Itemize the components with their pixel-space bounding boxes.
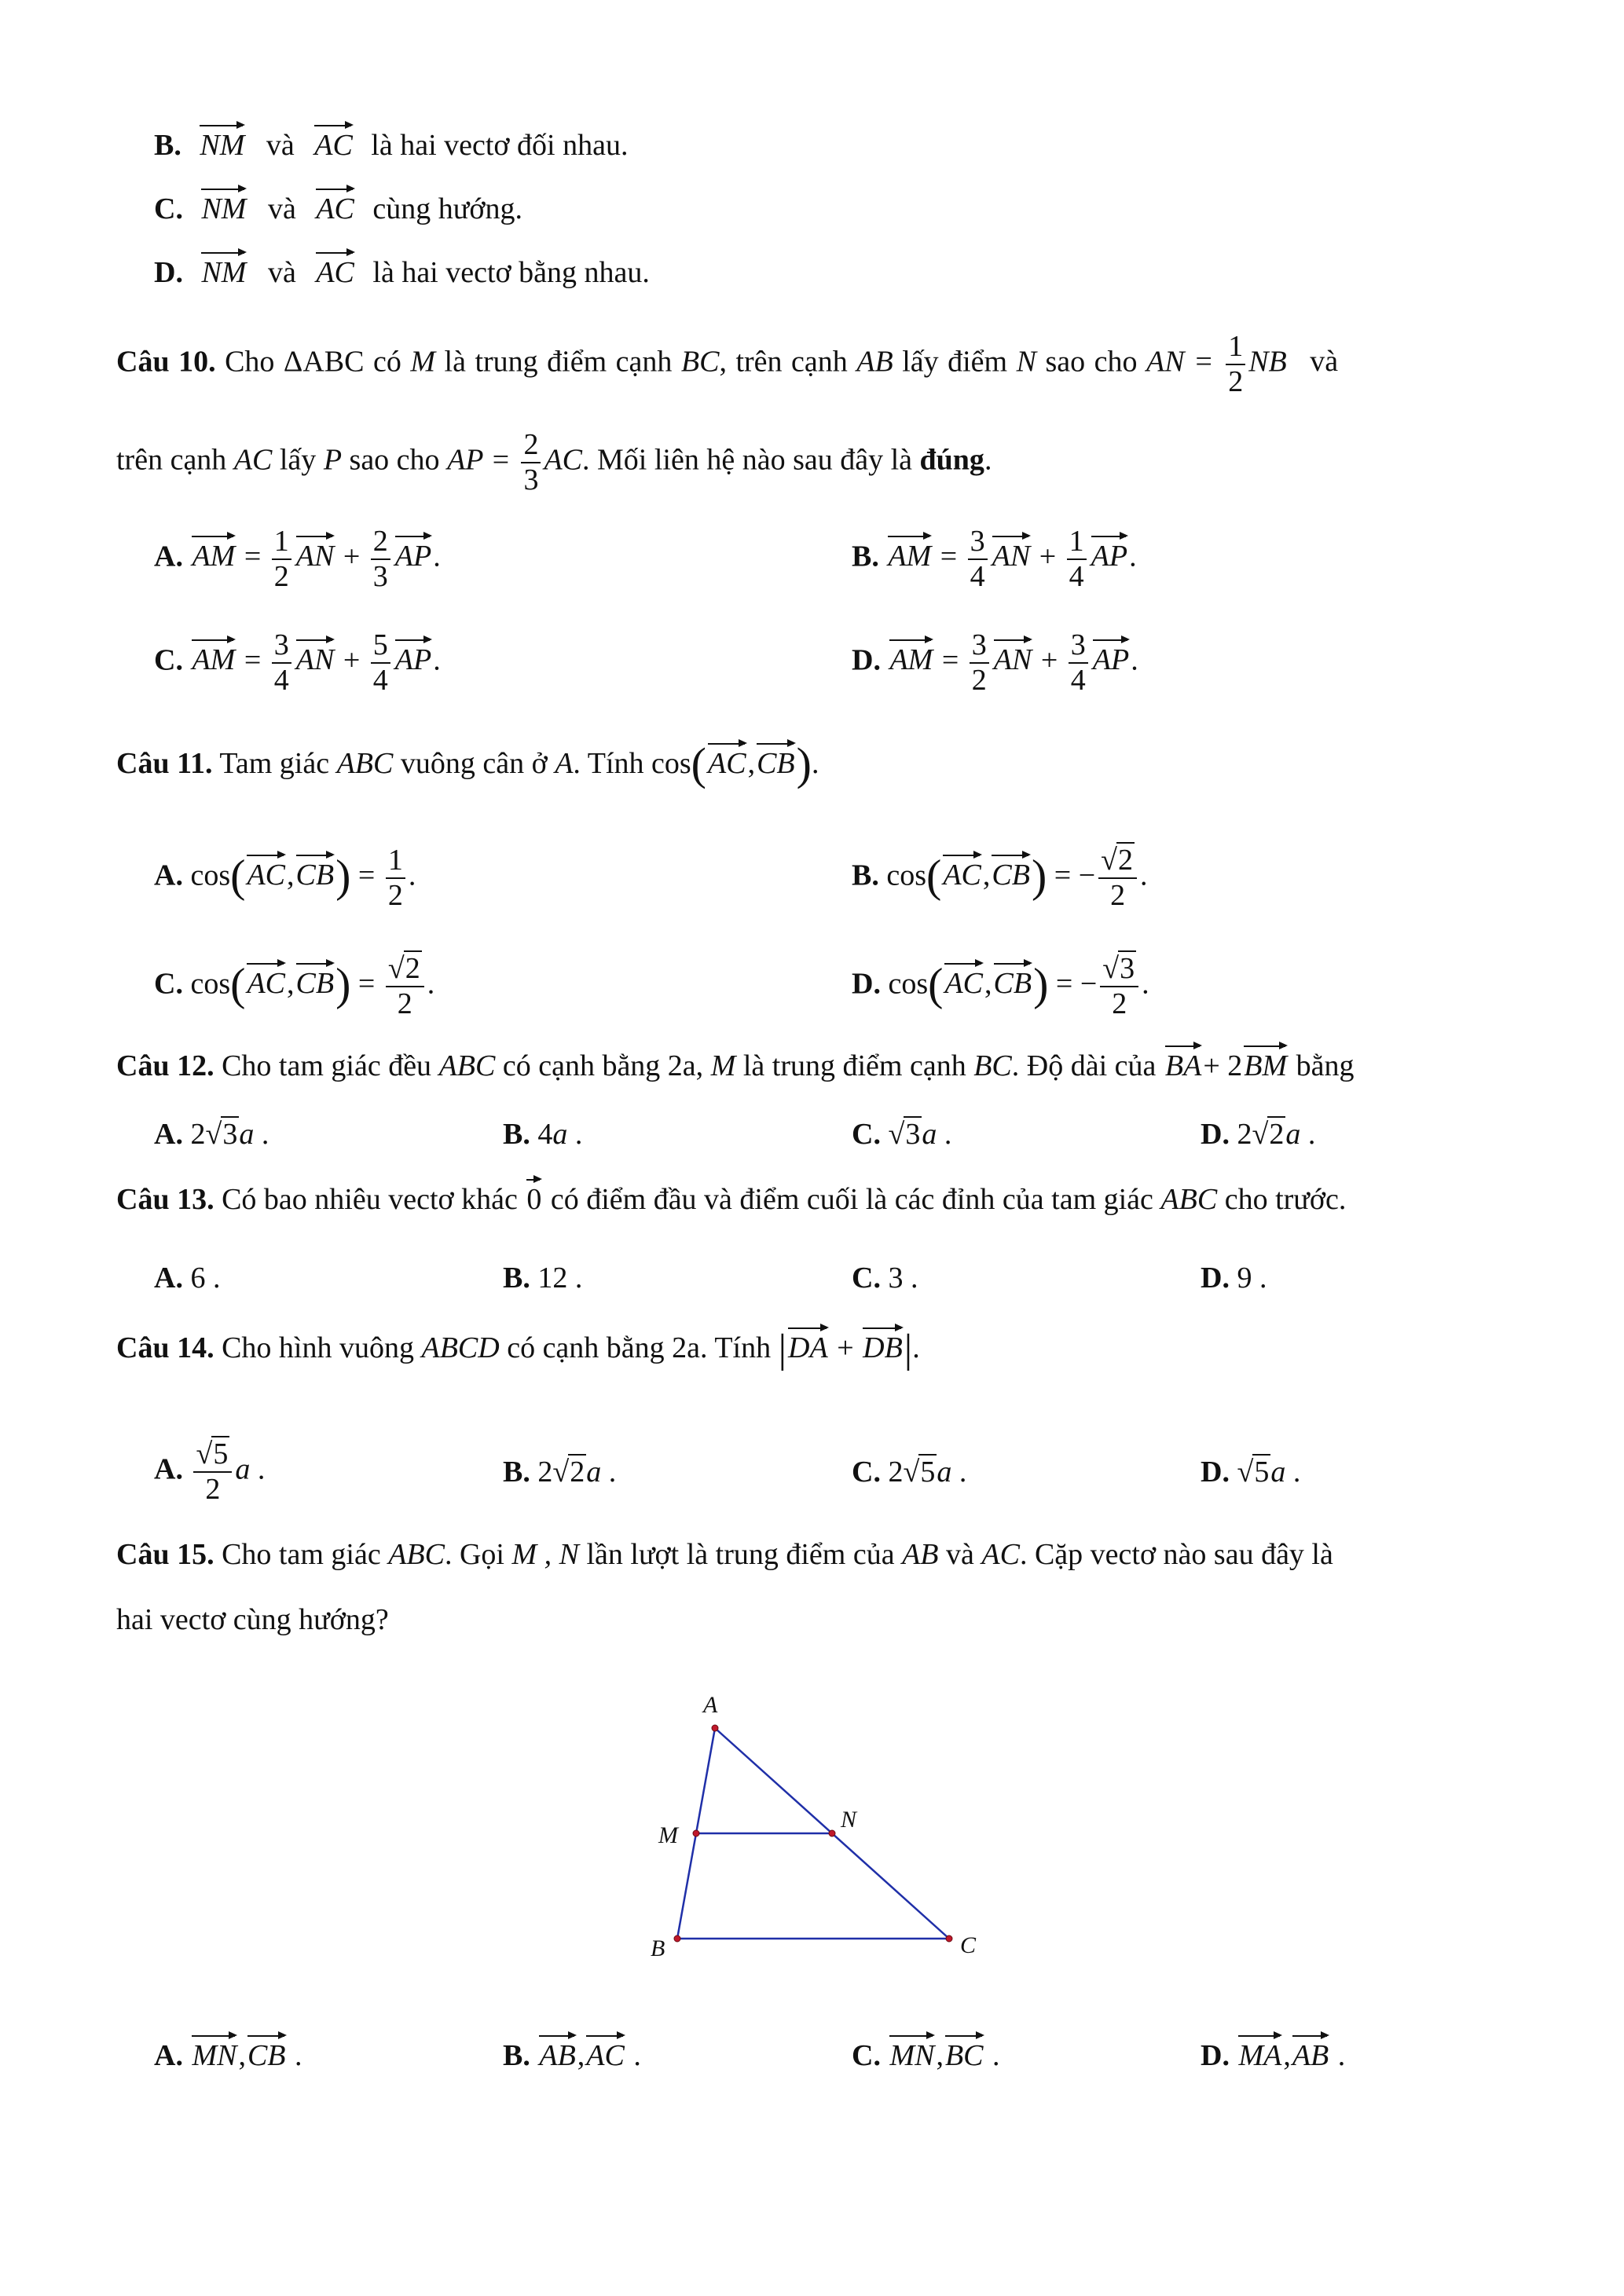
q14-option-c: C. 2√5a . — [852, 1456, 967, 1489]
fraction: $\frac{√3}{2}$ — [1100, 952, 1138, 1020]
q12-option-a: A. 2√3a . — [154, 1118, 269, 1151]
triangle-figure — [644, 1689, 990, 1987]
vector: MN — [889, 2039, 935, 2072]
question-number: Câu 11. — [116, 747, 213, 780]
conj: và — [266, 129, 295, 162]
question-number: Câu 12. — [116, 1049, 214, 1082]
vector: MN — [192, 2039, 237, 2072]
vector: AP — [1091, 540, 1128, 573]
math: ABC — [1160, 1183, 1218, 1216]
math: AB — [902, 1538, 939, 1571]
text: sao cho — [1045, 345, 1138, 379]
vector: AP — [394, 540, 432, 573]
q14-option-d: D. √5a . — [1201, 1456, 1301, 1489]
vector: DB — [863, 1331, 903, 1364]
vector: AC — [586, 2039, 625, 2072]
text: bằng — [1296, 1049, 1355, 1082]
fraction: $\frac{2}{3}$ — [521, 428, 541, 496]
fraction: $\frac{3}{2}$ — [970, 628, 989, 697]
vector-ac: AC — [314, 129, 353, 162]
math: A — [555, 747, 574, 780]
math: AP = — [447, 443, 511, 477]
fraction: $\frac{√2}{2}$ — [386, 952, 424, 1020]
option-label: D. — [1201, 2039, 1230, 2072]
text: có cạnh bằng 2a, — [502, 1049, 704, 1082]
q11-stem: Câu 11. Tam giác ABC vuông cân ở A. Tính cos(AC,CB). — [116, 738, 819, 789]
q15-option-b: B. AB,AC . — [503, 2039, 641, 2072]
option-label: D. — [852, 643, 881, 677]
vector: BM — [1244, 1049, 1288, 1082]
text: và — [1310, 345, 1339, 379]
text: . Cặp vectơ nào sau đây là — [1019, 1538, 1333, 1571]
figure-segments — [677, 1728, 949, 1939]
text: . — [984, 443, 992, 477]
q15-option-c: C. MN,BC . — [852, 2039, 1000, 2072]
q11-option-a: A. cos(AC,CB) = $\frac{1}{2}$ . — [154, 844, 416, 912]
fraction: $\frac{3}{4}$ — [968, 525, 988, 593]
text: trên cạnh — [116, 443, 227, 477]
q9-option-c — [154, 194, 522, 224]
conj: và — [267, 192, 296, 225]
option-label: C. — [852, 1118, 881, 1151]
text: có cạnh bằng 2a. Tính — [507, 1331, 772, 1364]
q13-stem — [116, 1185, 1346, 1214]
text: Cho hình vuông — [222, 1331, 414, 1364]
math: AC — [544, 443, 583, 477]
q10-option-b: B. AM = $\frac{3}{4}$ AN + $\frac{1}{4}$ AP. — [852, 525, 1137, 593]
label-c: C — [960, 1932, 977, 1958]
math: + 2 — [1203, 1049, 1243, 1082]
point-b — [674, 1935, 680, 1942]
math: P — [323, 443, 343, 477]
q13-option-c: C. 3 . — [852, 1262, 918, 1294]
q14-option-a: A. $\frac{√5}{2}$ a . — [154, 1437, 266, 1506]
option-label: B. — [852, 540, 879, 573]
question-number: Câu 13. — [116, 1183, 214, 1216]
vector: AM — [192, 643, 236, 677]
text: . Mối liên hệ nào sau đây là — [582, 443, 913, 477]
vector: AN — [295, 643, 335, 677]
point-n — [829, 1830, 835, 1836]
text: đúng — [919, 443, 984, 477]
text: có điểm đầu và điểm cuối là các đỉnh của tam giác — [550, 1183, 1153, 1216]
math: AN = — [1146, 345, 1214, 379]
option-label: C. — [852, 1456, 881, 1489]
math: ABCD — [421, 1331, 500, 1364]
text: Cho tam giác — [222, 1538, 381, 1571]
text: cho trước. — [1224, 1183, 1347, 1216]
vector: CB — [757, 747, 795, 780]
option-label: D. — [1201, 1456, 1230, 1489]
option-label: B. — [154, 129, 181, 162]
math: AC — [233, 443, 273, 477]
text: Có bao nhiêu vectơ khác — [222, 1183, 518, 1216]
option-label: D. — [1201, 1118, 1230, 1151]
option-label: B. — [852, 859, 879, 892]
zero-vector: 0 — [526, 1183, 542, 1216]
vector-nm: NM — [201, 256, 247, 289]
math: M — [410, 345, 436, 379]
label-a: A — [703, 1692, 718, 1718]
vector-nm: NM — [200, 129, 245, 162]
math: AC — [981, 1538, 1020, 1571]
option-label: A. — [154, 1262, 183, 1294]
text: . Độ dài của — [1011, 1049, 1157, 1082]
label-b: B — [651, 1935, 665, 1961]
text: là trung điểm cạnh — [444, 345, 673, 379]
vector: AP — [394, 643, 432, 677]
vector: BA — [1164, 1049, 1202, 1082]
vector: DA — [788, 1331, 828, 1364]
text: , trên cạnh — [719, 345, 848, 379]
text: lấy — [279, 443, 317, 477]
q9-option-b — [154, 130, 628, 160]
option-label: B. — [503, 1118, 530, 1151]
q11-option-c: C. cos(AC,CB) = $\frac{√2}{2}$ . — [154, 952, 435, 1020]
option-label: B. — [503, 1262, 530, 1294]
q15-option-a: A. MN,CB . — [154, 2039, 302, 2072]
text: . Tính cos — [573, 747, 691, 780]
text: lần lượt là trung điểm của — [586, 1538, 895, 1571]
vector: AC — [708, 747, 746, 780]
option-label: A. — [154, 1452, 183, 1486]
option-label: C. — [154, 643, 183, 677]
q11-option-d: D. cos(AC,CB) = − $\frac{√3}{2}$ . — [852, 952, 1149, 1020]
text: vuông cân ở — [400, 747, 548, 780]
q10-option-d: D. AM = $\frac{3}{2}$ AN + $\frac{3}{4}$ AP. — [852, 628, 1138, 697]
math: N — [1016, 345, 1036, 379]
option-label: A. — [154, 2039, 183, 2072]
option-label: A. — [154, 540, 183, 573]
math: AB — [856, 345, 893, 379]
label-n: N — [841, 1807, 857, 1833]
q14-option-b: B. 2√2a . — [503, 1456, 617, 1489]
math: M — [710, 1049, 736, 1082]
option-label: D. — [154, 256, 183, 289]
sign: − — [1078, 859, 1096, 892]
question-number: Câu 10. — [116, 345, 216, 379]
option-text: cùng hướng. — [372, 192, 522, 225]
q10-option-c: C. AM = $\frac{3}{4}$ AN + $\frac{5}{4}$ AP. — [154, 628, 441, 697]
label-m: M — [658, 1822, 678, 1848]
fraction: $\frac{√2}{2}$ — [1098, 844, 1137, 912]
option-label: B. — [503, 2039, 530, 2072]
vector: AM — [192, 540, 236, 573]
q15-option-d: D. MA,AB . — [1201, 2039, 1346, 2072]
option-label: A. — [154, 1118, 183, 1151]
text: Tam giác — [219, 747, 330, 780]
vector: BC — [944, 2039, 984, 2072]
fraction: $\frac{3}{4}$ — [1069, 628, 1088, 697]
vector: AM — [888, 540, 932, 573]
q15-stem-line2 — [116, 1605, 389, 1635]
option-label: C. — [154, 967, 183, 1001]
math: BC — [973, 1049, 1012, 1082]
q13-option-d: D. 9 . — [1201, 1262, 1267, 1294]
q14-stem: Câu 14. Cho hình vuông ABCD có cạnh bằng 2a. Tính |DA + DB|. — [116, 1327, 920, 1371]
text: sao cho — [349, 443, 440, 477]
vector: CB — [247, 2039, 286, 2072]
q12-option-b: B. 4a . — [503, 1118, 583, 1151]
vector: AN — [295, 540, 335, 573]
q13-option-b: B. 12 . — [503, 1262, 583, 1294]
q10-stem-line2 — [116, 428, 992, 496]
q12-stem — [116, 1051, 1355, 1081]
vector-ac: AC — [316, 192, 354, 225]
math: ABC — [438, 1049, 496, 1082]
vector: AN — [992, 540, 1031, 573]
text: . Gọi — [444, 1538, 504, 1571]
point-c — [946, 1935, 952, 1942]
option-label: D. — [852, 967, 881, 1001]
vector: AM — [889, 643, 933, 677]
option-label: C. — [852, 2039, 881, 2072]
vector: AP — [1092, 643, 1130, 677]
point-a — [712, 1725, 718, 1731]
math: M , N — [511, 1538, 579, 1571]
q9-option-d — [154, 258, 650, 287]
question-number: Câu 14. — [116, 1331, 214, 1364]
option-text: là hai vectơ đối nhau. — [371, 129, 629, 162]
fraction: $\frac{2}{3}$ — [371, 525, 390, 593]
option-label: D. — [1201, 1262, 1230, 1294]
option-label: C. — [852, 1262, 881, 1294]
option-label: A. — [154, 859, 183, 892]
fraction: $\frac{1}{4}$ — [1067, 525, 1087, 593]
math: BC — [680, 345, 720, 379]
q12-option-c: C. √3a . — [852, 1118, 952, 1151]
math: ABC — [336, 747, 394, 780]
vector: MA — [1238, 2039, 1282, 2072]
fraction: $\frac{√5}{2}$ — [193, 1437, 232, 1506]
math: NB — [1248, 345, 1287, 379]
text: Cho ΔABC có — [225, 345, 401, 379]
text: Cho tam giác đều — [222, 1049, 432, 1082]
fraction: $\frac{1}{2}$ — [1226, 330, 1245, 398]
text: và — [946, 1538, 974, 1571]
vector: AB — [539, 2039, 576, 2072]
text: là trung điểm cạnh — [742, 1049, 966, 1082]
text: hai vectơ cùng hướng? — [116, 1603, 389, 1636]
q11-option-b: B. cos(AC,CB) = − $\frac{√2}{2}$ . — [852, 844, 1148, 912]
fraction: $\frac{5}{4}$ — [371, 628, 390, 697]
point-m — [693, 1830, 699, 1836]
vector-ac: AC — [316, 256, 354, 289]
q13-option-a: A. 6 . — [154, 1262, 221, 1294]
question-number: Câu 15. — [116, 1538, 214, 1571]
option-text: là hai vectơ bằng nhau. — [372, 256, 650, 289]
option-label: B. — [503, 1456, 530, 1489]
text: lấy điểm — [902, 345, 1008, 379]
option-label: C. — [154, 192, 183, 225]
fraction: $\frac{1}{2}$ — [272, 525, 291, 593]
fraction: $\frac{3}{4}$ — [272, 628, 291, 697]
sign: − — [1080, 967, 1098, 1001]
vector-nm: NM — [201, 192, 247, 225]
math: ABC — [388, 1538, 445, 1571]
q10-stem-line1 — [116, 330, 1338, 398]
q15-stem-line1 — [116, 1540, 1333, 1569]
vector: AB — [1292, 2039, 1329, 2072]
conj: và — [267, 256, 296, 289]
q12-option-d: D. 2√2a . — [1201, 1118, 1316, 1151]
fraction: $\frac{1}{2}$ — [386, 844, 405, 912]
q10-option-a: A. AM = $\frac{1}{2}$ AN + $\frac{2}{3}$ AP. — [154, 525, 441, 593]
vector: AN — [993, 643, 1032, 677]
